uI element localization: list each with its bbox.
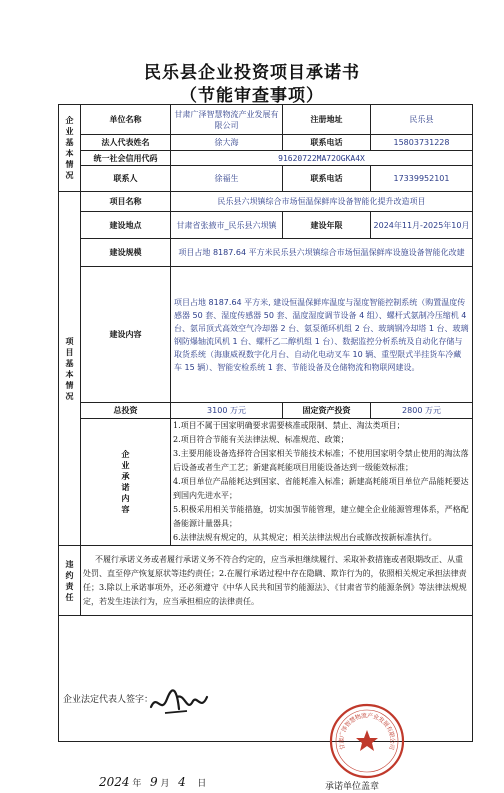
- seal-char: 产: [366, 711, 374, 720]
- promise-item: 1.项目不属于国家明确要求需要核准或限制、禁止、淘汰类项目；: [173, 421, 405, 430]
- content-label: 建设内容: [81, 267, 171, 403]
- period-value: 2024年11月-2025年10月: [371, 212, 473, 239]
- section-label-char: 情: [65, 380, 74, 390]
- promise-item: 3.主要用能设备选择符合国家相关节能技术标准；不使用国家明令禁止使用的淘汰落后设备或者生产工艺；新建高耗能项目用能设备达到一级能效标准；: [173, 449, 469, 472]
- project-name-value: 民乐县六坝镇综合市场恒温保鲜库设备智能化提升改造项目: [171, 192, 473, 212]
- promise-item: 2.项目符合节能有关法律法规、标准规范、政策；: [173, 435, 349, 444]
- row-unit-name: [59, 105, 473, 135]
- date-day: 4: [178, 774, 186, 789]
- section-liability: [59, 546, 81, 616]
- section-label-char: 目: [65, 347, 74, 357]
- phone-value: 15803731228: [371, 135, 473, 151]
- reg-address-value: 民乐县: [371, 105, 473, 135]
- section-label-char: 况: [65, 171, 74, 180]
- seal-char: 泽: [340, 724, 350, 734]
- seal-char: 发: [376, 715, 386, 725]
- handwritten-signature: [147, 685, 211, 719]
- liability-text: [81, 546, 473, 616]
- document-subtitle: （节能审查事项）: [180, 86, 324, 106]
- section-label-char: 业: [65, 127, 74, 136]
- row-contact: [59, 166, 473, 192]
- project-name-label: 项目名称: [81, 192, 171, 212]
- row-signature: [59, 616, 473, 742]
- contact-label: 联系人: [81, 166, 171, 192]
- fixed-investment-label: 固定资产投资: [283, 403, 371, 419]
- company-seal: [327, 701, 407, 781]
- location-label: 建设地点: [81, 212, 171, 239]
- promise-item: 5.积极采用相关节能措施，切实加强节能管理，建立健全企业能源管理体系，严格配备能源计量器具；: [173, 505, 469, 528]
- legal-rep-value: 徐大海: [171, 135, 283, 151]
- document-title: 民乐县企业投资项目承诺书: [144, 63, 360, 83]
- date-month: 9: [150, 774, 158, 789]
- row-project-name: [59, 192, 473, 212]
- section-label-char: 业: [121, 461, 130, 470]
- fixed-investment-value: 2800 万元: [371, 403, 473, 419]
- section-label-char: 基: [65, 138, 74, 147]
- date-day-suffix: 日: [197, 778, 207, 789]
- credit-code-value: 91620722MA72OGKA4X: [171, 151, 473, 166]
- location-value: 甘肃省张掖市_民乐县六坝镇: [171, 212, 283, 239]
- seal-char: 广: [338, 730, 347, 739]
- section-label-char: 本: [65, 149, 74, 158]
- date-year-suffix: 年: [132, 778, 142, 789]
- seal-char: 有: [384, 724, 394, 734]
- commitment-form-table: [58, 104, 473, 792]
- seal-label: 承诺单位盖章: [325, 781, 380, 792]
- section-label-char: 约: [65, 570, 74, 580]
- row-content: [59, 267, 473, 403]
- liability-paragraph: 不履行承诺义务或者履行承诺义务不符合约定的，应当承担继续履行、采取补救措施或者限期改正、从重处罚、直至停产恢复原状等违约责任；2.在履行承诺过程中存在隐瞒、欺诈行为的，依照相关规定承担法律责任；3.除以上承诺事项外，还必须遵守《中华人民共和国节约能源法》、《甘肃省节约能源条例》等法律法规规定，若发生违法行为，应当承担相应的法律责任。: [83, 554, 467, 606]
- contact-phone-value: 17339952101: [371, 166, 473, 192]
- row-legal-rep: [59, 135, 473, 151]
- content-value: [171, 267, 473, 403]
- row-scale: [59, 239, 473, 267]
- seal-char: 业: [371, 712, 380, 722]
- credit-code-label: 统一社会信用代码: [81, 151, 171, 166]
- section-label-char: 况: [65, 391, 74, 401]
- section-label-char: 企: [65, 116, 74, 125]
- unit-name-label: 单位名称: [81, 105, 171, 135]
- row-credit-code: [59, 151, 473, 166]
- seal-char: 展: [380, 719, 391, 729]
- signature-date: [99, 774, 207, 790]
- date-month-suffix: 月: [160, 778, 170, 789]
- row-investment: [59, 403, 473, 419]
- section-label-char: 任: [65, 592, 74, 602]
- promise-item: 4.项目单位产品能耗达到国家、省能耗准入标准；新建高耗能项目单位产品能耗要达到国内先进水平；: [173, 477, 469, 500]
- content-text: 项目占地 8187.64 平方米, 建设恒温保鲜库温度与湿度智能控制系统（购置温度传感器 50 套、湿度传感器 50 套、温度湿度调节设备 4 组）、螺杆式氨制冷压缩机 4 台、氨吊顶式高效空气冷却器 2 台、氨泵循环机组 2 台、玻璃钢冷却塔 1 台、玻璃钢防爆轴流风机 1 台、螺杆乙二醇机组 1 台）、数据监控分析系统及自动化存储与取货系统（海康威视数字化月台、自动化电动叉车 10 辆、重型限式半挂货车冷藏车 15 辆）、智能安检系统 1 套、节能设备及仓储物流和物联网建设。: [174, 297, 469, 372]
- reg-address-label: 注册地址: [283, 105, 371, 135]
- period-label: 建设年限: [283, 212, 371, 239]
- section-label-char: 情: [65, 160, 74, 169]
- scale-value: 项目占地 8187.64 平方米民乐县六坝镇综合市场恒温保鲜库设施设备智能化改建: [171, 239, 473, 267]
- signature-area: [59, 616, 473, 792]
- section-enterprise-info: [59, 105, 81, 192]
- row-promises: [59, 419, 473, 546]
- seal-char: 智: [343, 719, 354, 729]
- section-label-char: 容: [121, 505, 130, 514]
- seal-char: 流: [360, 711, 368, 720]
- seal-char: 物: [354, 712, 363, 722]
- section-label-char: 本: [65, 369, 74, 379]
- section-label-char: 责: [65, 581, 74, 591]
- section-promise: [81, 419, 171, 546]
- seal-char: 甘: [338, 742, 347, 750]
- promise-list: [171, 419, 473, 546]
- investment-label: 总投资: [81, 403, 171, 419]
- seal-char: 司: [387, 742, 396, 750]
- scale-label: 建设规模: [81, 239, 171, 267]
- seal-char: 公: [388, 737, 396, 744]
- contact-value: 徐福生: [171, 166, 283, 192]
- section-label-char: 项: [65, 336, 74, 346]
- section-label-char: 违: [65, 559, 74, 569]
- seal-char: 肃: [338, 737, 346, 744]
- row-location: [59, 212, 473, 239]
- rep-signature-label: 企业法定代表人签字：: [63, 694, 154, 705]
- investment-value: 3100 万元: [171, 403, 283, 419]
- section-label-char: 基: [65, 358, 74, 368]
- phone-label: 联系电话: [283, 135, 371, 151]
- seal-char: 慧: [348, 715, 358, 725]
- section-label-char: 内: [121, 494, 130, 503]
- section-label-char: 承: [121, 472, 130, 481]
- seal-char: 限: [387, 730, 396, 739]
- row-liability: [59, 546, 473, 616]
- promise-item: 6.法律法规有规定的，从其规定；相关法律法规出台或修改按新标准执行。: [173, 533, 437, 542]
- unit-name-value: 甘肃广泽智慧物流产业发展有限公司: [171, 105, 283, 135]
- contact-phone-label: 联系电话: [283, 166, 371, 192]
- date-year: 2024: [99, 774, 130, 789]
- section-label-char: 诺: [121, 483, 130, 492]
- section-project-info: [59, 192, 81, 546]
- legal-rep-label: 法人代表姓名: [81, 135, 171, 151]
- section-label-char: 企: [121, 450, 130, 459]
